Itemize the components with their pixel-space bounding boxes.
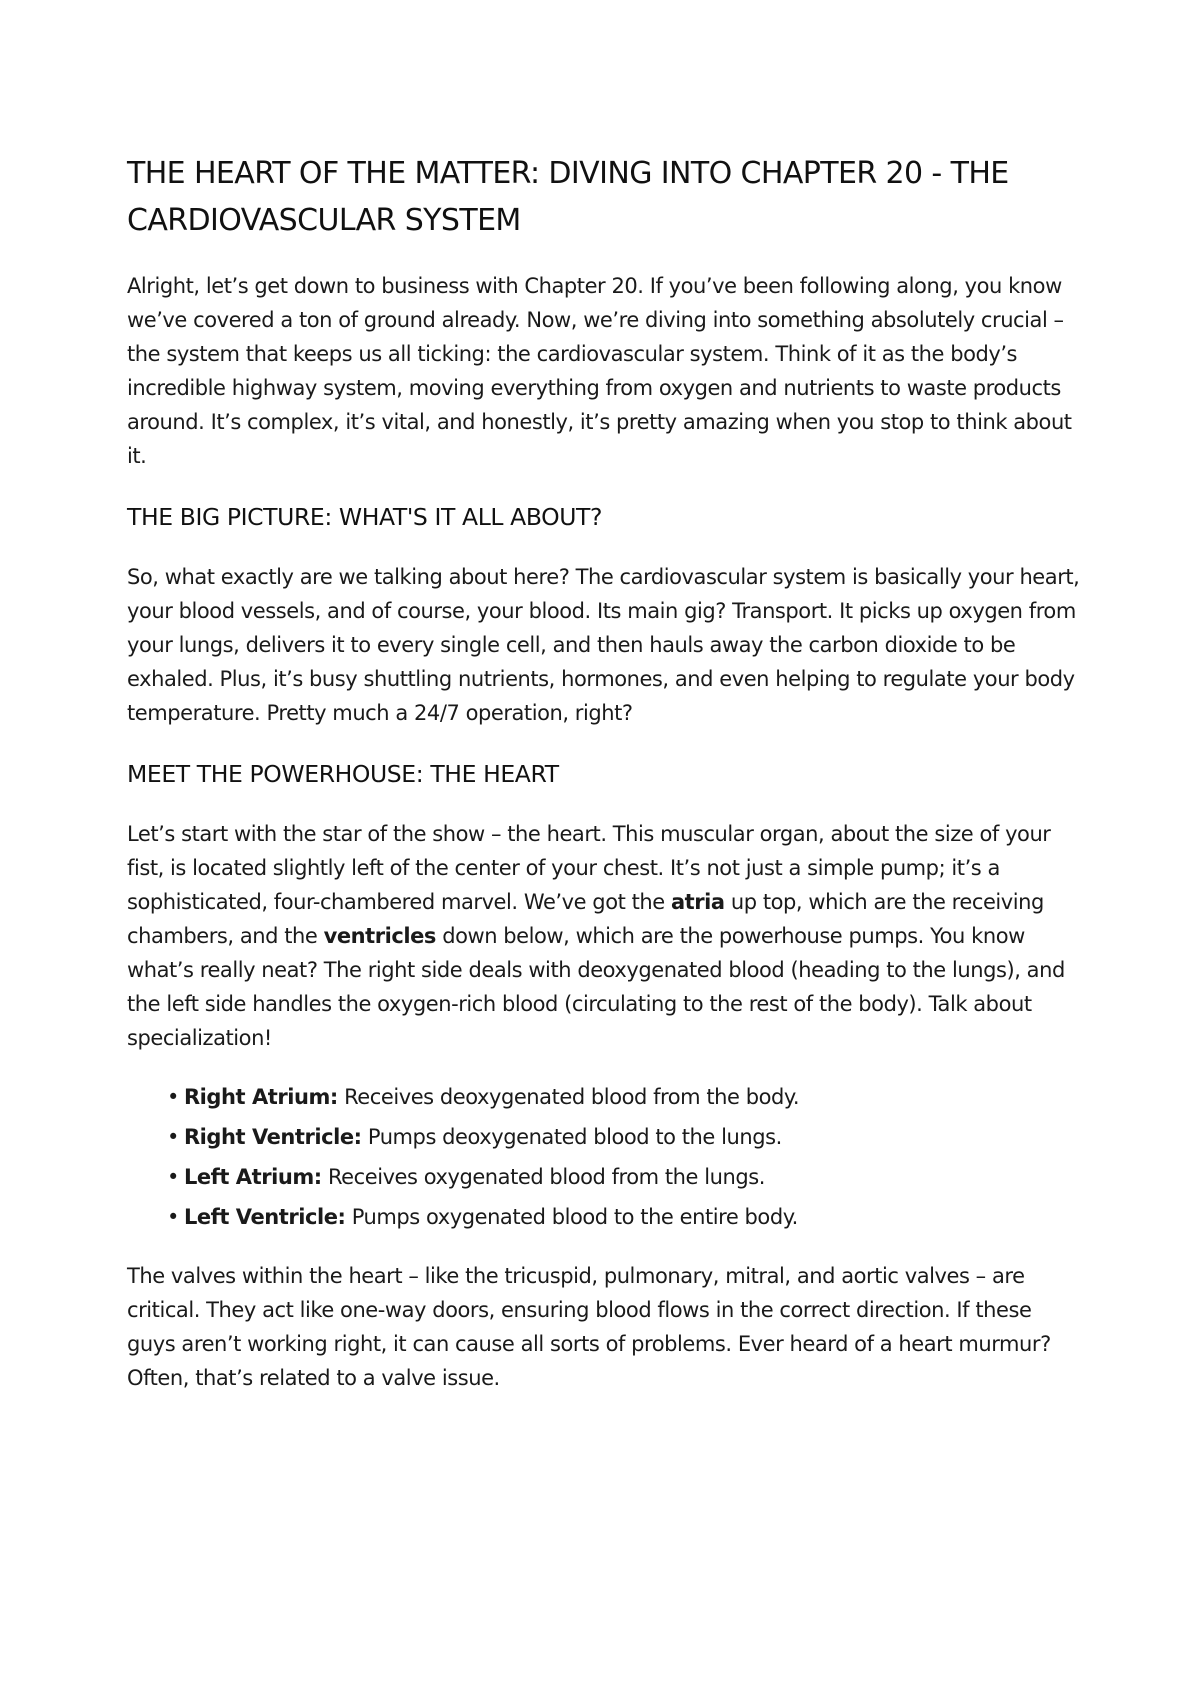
term-atria: atria	[670, 890, 725, 914]
chamber-term: Left Atrium:	[183, 1165, 322, 1189]
heart-paragraph-text-1: Let’s start with the star of the show – the heart. This muscular organ, about the size of your fist, is located slightly left of the center of your chest. It’s not just a simple pump; it’s a sophisticated, four-chambered marvel. We’ve got the	[127, 822, 1051, 914]
list-item	[167, 1117, 1082, 1157]
chamber-desc: Pumps deoxygenated blood to the lungs.	[361, 1125, 782, 1149]
heart-paragraph-text-3: down below, which are the powerhouse pumps. You know what’s really neat? The right side deals with deoxygenated blood (heading to the lungs), and the left side handles the oxygen-rich blood (circulating to the rest of the body). Talk about specialization!	[127, 924, 1065, 1050]
bullet-icon: •	[167, 1125, 179, 1149]
chamber-term: Right Atrium:	[183, 1085, 338, 1109]
intro-paragraph: Alright, let’s get down to business with Chapter 20. If you’ve been following along, you know we’ve covered a ton of ground already. Now, we’re diving into something absolutely crucial – the system that keeps us all ticking: the cardiovascular system. Think of it as the body’s incredible highway system, moving everything from oxygen and nutrients to waste products around. It’s complex, it’s vital, and honestly, it’s pretty amazing when you stop to think about it.	[127, 274, 1072, 468]
document-title: THE HEART OF THE MATTER: DIVING INTO CHAPTER 20 - THE CARDIOVASCULAR SYSTEM	[127, 156, 1009, 238]
bullet-icon: •	[167, 1205, 179, 1229]
document-page	[127, 150, 1082, 1395]
big-picture-paragraph: So, what exactly are we talking about here? The cardiovascular system is basically your heart, your blood vessels, and of course, your blood. Its main gig? Transport. It picks up oxygen from your lungs, delivers it to every single cell, and then hauls away the carbon dioxide to be exhaled. Plus, it’s busy shuttling nutrients, hormones, and even helping to regulate your body temperature. Pretty much a 24/7 operation, right?	[127, 565, 1080, 725]
section-heading-big-picture: THE BIG PICTURE: WHAT'S IT ALL ABOUT?	[127, 503, 603, 531]
section-heading-heart: MEET THE POWERHOUSE: THE HEART	[127, 760, 559, 788]
chamber-desc: Receives oxygenated blood from the lungs.	[321, 1165, 765, 1189]
list-item	[167, 1157, 1082, 1197]
chamber-desc: Receives deoxygenated blood from the body.	[337, 1085, 800, 1109]
bullet-icon: •	[167, 1085, 179, 1109]
chamber-desc: Pumps oxygenated blood to the entire body.	[345, 1205, 798, 1229]
bullet-icon: •	[167, 1165, 179, 1189]
valves-paragraph: The valves within the heart – like the tricuspid, pulmonary, mitral, and aortic valves – are critical. They act like one-way doors, ensuring blood flows in the correct direction. If these guys aren’t working right, it can cause all sorts of problems. Ever heard of a heart murmur? Often, that’s related to a valve issue.	[127, 1264, 1051, 1390]
chamber-term: Right Ventricle:	[183, 1125, 362, 1149]
chamber-term: Left Ventricle:	[183, 1205, 346, 1229]
chamber-list	[127, 1077, 1082, 1237]
list-item	[167, 1197, 1082, 1237]
term-ventricles: ventricles	[323, 924, 436, 948]
heart-paragraph	[127, 817, 1082, 1055]
list-item	[167, 1077, 1082, 1117]
heart-paragraph-text-2: up top, which are the receiving chambers, and the	[127, 890, 1044, 948]
